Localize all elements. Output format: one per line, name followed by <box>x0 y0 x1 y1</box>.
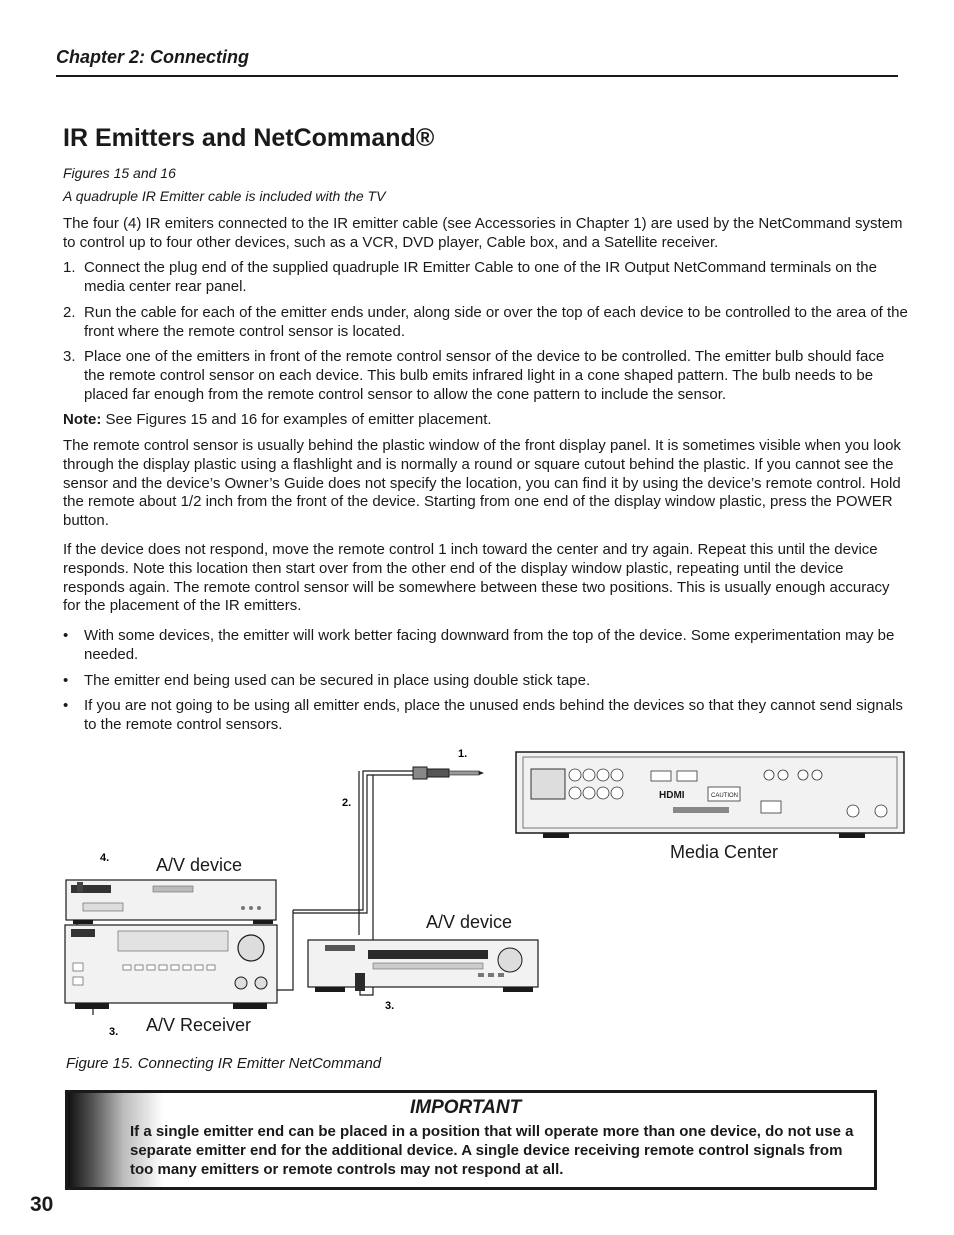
connection-diagram <box>63 745 913 1045</box>
callout-4: 4. <box>100 852 110 864</box>
figure-caption: Figure 15. Connecting IR Emitter NetCommand <box>66 1055 382 1072</box>
bullet-item <box>63 697 908 735</box>
respond-paragraph: If the device does not respond, move the remote control 1 inch toward the center and try again. Repeat this until the device responds. Note this location then start over from the other end of the display window plastic, repeating until the device responds again. The remote control sensor will be somewhere between these two positions. This is usually enough accuracy for the placement of the IR emitters. <box>63 541 890 615</box>
media-center-device <box>516 752 904 838</box>
bullet-mark: • <box>63 627 69 644</box>
bullet-mark: • <box>63 672 69 689</box>
step-number: 3. <box>63 348 76 365</box>
important-heading: IMPORTANT <box>410 1097 522 1118</box>
important-text: If a single emitter end can be placed in a position that will operate more than one device, do not use a separate emitter end for the additional device. A single device receiving remote control signals from too many emitters or remote controls may not respond at all. <box>130 1123 854 1178</box>
caution-label: CAUTION <box>711 793 738 799</box>
step-text: Place one of the emitters in front of the remote control sensor of the device to be controlled. The emitter bulb should face the remote control sensor on each device. This bulb emits infrared light in a cone shaped pattern. The bulb needs to be placed far enough from the remote control sensor to allow the cone pattern to include the sensor. <box>84 348 885 403</box>
av-device-left <box>66 880 276 924</box>
bullet-text: With some devices, the emitter will work better facing downward from the top of the device. Some experimentation may be needed. <box>84 627 895 663</box>
callout-3-left: 3. <box>109 1026 119 1038</box>
av-receiver <box>65 925 277 1009</box>
callout-2: 2. <box>342 797 352 809</box>
callout-1: 1. <box>458 748 468 760</box>
chapter-header: Chapter 2: Connecting <box>56 47 250 67</box>
page-number: 30 <box>30 1193 54 1216</box>
step-item <box>63 259 908 297</box>
bullet-text: The emitter end being used can be secured in place using double stick tape. <box>84 672 591 689</box>
step-number: 2. <box>63 304 76 321</box>
bullet-item <box>63 672 908 691</box>
step-item <box>63 304 908 342</box>
sensor-paragraph: The remote control sensor is usually behind the plastic window of the front display panel. It is sometimes visible when you look through the display plastic using a flashlight and is normally a round or square cutout behind the plastic. If you cannot see the sensor and the device’s Owner’s Guide does not specify the location, you can find it by using the device’s remote control. Hold the remote about 1/2 inch from the front of the device. Starting from one end of the display window plastic, press the POWER button. <box>63 437 901 530</box>
cable-note: A quadruple IR Emitter cable is included with the TV <box>63 188 386 204</box>
step-text: Run the cable for each of the emitter ends under, along side or over the top of each device to be controlled to the area of the front where the remote control sensor is located. <box>84 304 908 340</box>
step-item <box>63 348 908 404</box>
av-receiver-label: A/V Receiver <box>146 1015 252 1035</box>
note-text: See Figures 15 and 16 for examples of emitter placement. <box>101 411 492 428</box>
bullet-mark: • <box>63 697 69 714</box>
av-device-left-label: A/V device <box>156 855 243 875</box>
step-text: Connect the plug end of the supplied quadruple IR Emitter Cable to one of the IR Output NetCommand terminals on the media center rear panel. <box>84 259 877 295</box>
section-title: IR Emitters and NetCommand® <box>63 124 435 152</box>
step-number: 1. <box>63 259 76 276</box>
bullet-text: If you are not going to be using all emitter ends, place the unused ends behind the devices so that they cannot send signals to the remote control sensors. <box>84 697 903 733</box>
av-device-right <box>308 940 538 992</box>
callout-3-right: 3. <box>385 1000 395 1012</box>
header-rule <box>56 75 898 77</box>
intro-paragraph: The four (4) IR emiters connected to the IR emitter cable (see Accessories in Chapter 1) are used by the NetCommand system to control up to four other devices, such as a VCR, DVD player, Cable box, and a Satellite receiver. <box>63 215 903 251</box>
note-line <box>63 411 908 430</box>
hdmi-logo: HDMI <box>659 790 685 801</box>
media-center-label: Media Center <box>670 842 779 862</box>
bullet-item <box>63 627 908 665</box>
figures-reference: Figures 15 and 16 <box>63 165 176 181</box>
emitter-plug-icon <box>413 767 484 779</box>
note-label: Note: <box>63 411 102 428</box>
av-device-right-label: A/V device <box>426 912 513 932</box>
